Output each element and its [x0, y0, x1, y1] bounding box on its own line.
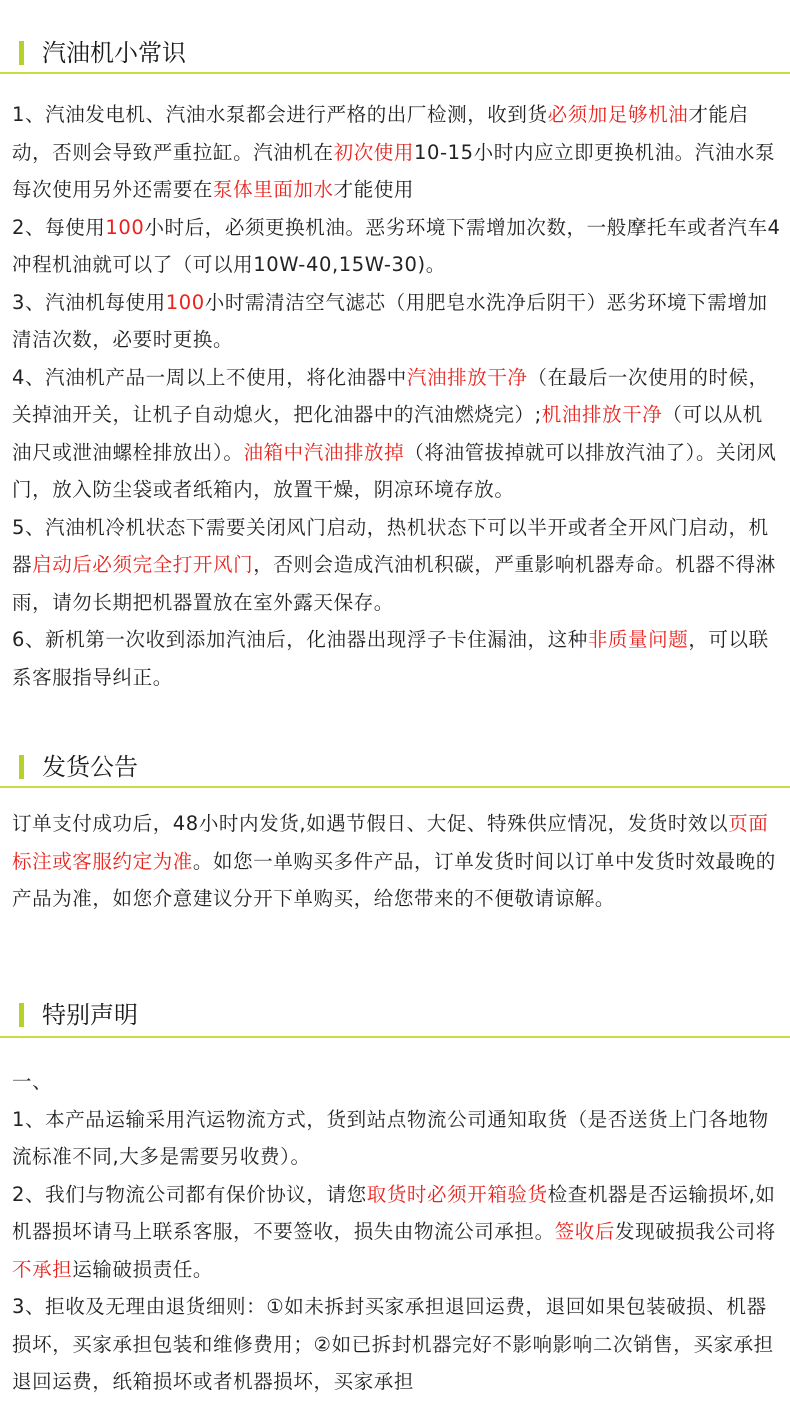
body-text: 运输破损责任。	[72, 1257, 214, 1281]
body-text: 才能使用	[333, 178, 415, 201]
body-text: 一、	[12, 1070, 53, 1093]
body-text: 6、新机第一次收到添加汽油后，化油器出现浮子卡住漏油，这种	[12, 628, 588, 651]
section-title: 发货公告	[42, 753, 138, 781]
body-text: （可以从机油尺或泄油螺栓排放出）。	[12, 403, 763, 464]
paragraph	[12, 209, 782, 284]
section-accent-bar	[19, 755, 24, 779]
body-text: 才能启动，否则会导致严重拉缸。汽油机在	[12, 103, 749, 164]
body-text: 4、汽油机产品一周以上不使用，将化油器中	[12, 365, 407, 389]
highlighted-text: 必须加足够机油	[547, 103, 689, 126]
paragraph	[12, 621, 782, 696]
body-text: 。如您一单购买多件产品，订单发货时间以订单中发货时效最晚的产品为准，如您介意建议分开下单购买，给您带来的不便敬请谅解。	[12, 849, 776, 910]
section-accent-bar	[19, 41, 24, 65]
paragraph	[12, 1288, 782, 1401]
paragraph	[12, 1063, 782, 1101]
body-text: 小时需清洁空气滤芯（用肥皂水洗净后阴干）恶劣环境下需增加清洁次数，必要时更换。	[12, 290, 768, 351]
paragraph	[12, 805, 782, 918]
section-divider	[0, 72, 790, 74]
body-text: （将油管拔掉就可以排放汽油了）。关闭风门，放入防尘袋或者纸箱内，放置干燥，阴凉环境存放。	[12, 440, 777, 501]
highlighted-text: 初次使用	[333, 140, 415, 164]
body-text: （在最后一次使用的时候，关掉油开关，让机子自动熄火，把化油器中的汽油燃烧完）;	[12, 365, 769, 426]
paragraph	[12, 284, 782, 359]
shipping-notice-body	[12, 805, 782, 918]
engine-tips-body	[12, 96, 782, 696]
paragraph	[12, 359, 782, 509]
paragraph	[12, 96, 782, 209]
section-accent-bar	[19, 1003, 24, 1027]
body-text: ，否则会造成汽油机积碳，严重影响机器寿命。机器不得淋雨，请勿长期把机器置放在室外露天保存。	[12, 553, 776, 614]
body-text: 1、汽油发电机、汽油水泵都会进行严格的出厂检测，收到货	[12, 103, 548, 126]
highlighted-text: 机油排放干净	[541, 403, 663, 426]
body-text: ，可以联系客服指导纠正。	[12, 628, 769, 689]
body-text: 检查机器是否运输损坏,如机器损坏请马上联系客服，不要签收，损失由物流公司承担。	[12, 1182, 776, 1243]
body-text: 发现破损我公司将	[615, 1220, 776, 1243]
highlighted-text: 签收后	[554, 1220, 616, 1243]
body-text: 10-15小时内应立即更换机油。汽油水泵每次使用另外还需要在	[12, 140, 776, 201]
highlighted-text: 汽油排放干净	[406, 365, 528, 389]
section-title: 汽油机小常识	[42, 39, 186, 67]
body-text: 2、我们与物流公司都有保价协议，请您	[12, 1182, 367, 1206]
highlighted-text: 泵体里面加水	[213, 178, 334, 201]
highlighted-text: 不承担	[12, 1257, 73, 1281]
highlighted-text: 100	[165, 290, 205, 314]
highlighted-text: 启动后必须完全打开风门	[32, 553, 254, 576]
body-text: 3、拒收及无理由退货细则：①如未拆封买家承担退回运费，退回如果包装破损、机器损坏，买家承担包装和维修费用；②如已拆封机器完好不影响影响二次销售，买家承担退回运费，纸箱损坏或者机器损坏，买家承担	[12, 1295, 774, 1393]
body-text: 1、本产品运输采用汽运物流方式，货到站点物流公司通知取货（是否送货上门各地物流标准不同,大多是需要另收费）。	[12, 1107, 769, 1168]
body-text: 3、汽油机每使用	[12, 290, 166, 314]
body-text: 订单支付成功后，48小时内发货,如遇节假日、大促、特殊供应情况，发货时效以	[12, 812, 729, 835]
paragraph	[12, 1101, 782, 1176]
highlighted-text: 页面标注或客服约定为准	[12, 812, 769, 873]
paragraph	[12, 509, 782, 622]
special-statement-body	[12, 1063, 782, 1401]
body-text: 5、汽油机冷机状态下需要关闭风门启动，热机状态下可以半开或者全开风门启动，机器	[12, 515, 769, 576]
paragraph	[12, 1176, 782, 1289]
highlighted-text: 100	[105, 215, 145, 239]
section-divider	[0, 786, 790, 788]
highlighted-text: 取货时必须开箱验货	[366, 1182, 548, 1206]
body-text: 小时后，必须更换机油。恶劣环境下需增加次数，一般摩托车或者汽车4冲程机油就可以了（可以用10W-40,15W-30)。	[12, 215, 781, 276]
highlighted-text: 非质量问题	[587, 628, 689, 651]
section-divider	[0, 1036, 790, 1038]
section-title: 特别声明	[42, 1001, 138, 1029]
body-text: 2、每使用	[12, 215, 106, 239]
highlighted-text: 油箱中汽油排放掉	[243, 440, 405, 464]
